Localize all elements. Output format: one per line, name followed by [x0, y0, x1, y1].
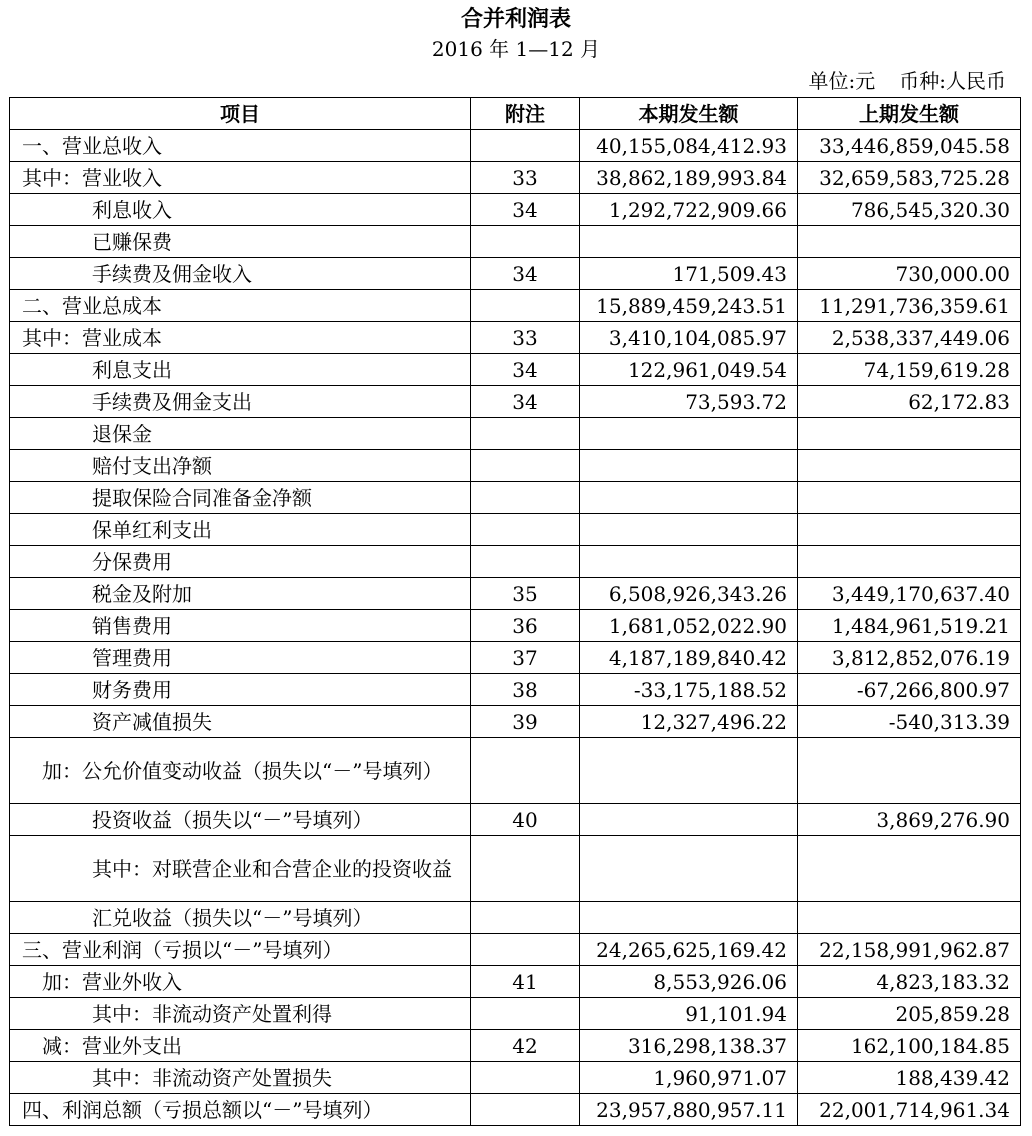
row-current-amount: 4,187,189,840.42 — [580, 642, 798, 674]
row-item-label: 其中：对联营企业和合营企业的投资收益 — [10, 836, 471, 902]
row-prior-amount: 1,484,961,519.21 — [798, 610, 1021, 642]
row-item-label: 其中：非流动资产处置利得 — [10, 998, 471, 1030]
statement-title: 合并利润表 — [460, 6, 571, 32]
table-row — [10, 674, 1021, 706]
row-note: 33 — [471, 162, 580, 194]
table-body — [10, 130, 1021, 1126]
row-item-label: 其中：营业成本 — [10, 322, 471, 354]
row-item-label: 利息收入 — [10, 194, 471, 226]
unit-label: 单位:元 — [808, 69, 876, 93]
row-current-amount: 15,889,459,243.51 — [580, 290, 798, 322]
row-prior-amount: 162,100,184.85 — [798, 1030, 1021, 1062]
column-header-prior-period: 上期发生额 — [798, 98, 1021, 130]
statement-period: 2016 年 1—12 月 — [431, 37, 601, 61]
row-prior-amount — [798, 226, 1021, 258]
row-current-amount: 40,155,084,412.93 — [580, 130, 798, 162]
table-row — [10, 194, 1021, 226]
row-prior-amount: -67,266,800.97 — [798, 674, 1021, 706]
row-item-label: 其中：营业收入 — [10, 162, 471, 194]
row-note — [471, 226, 580, 258]
row-current-amount: 171,509.43 — [580, 258, 798, 290]
row-item-label: 加：营业外收入 — [10, 966, 471, 998]
table-row — [10, 418, 1021, 450]
row-note — [471, 836, 580, 902]
row-note: 34 — [471, 386, 580, 418]
row-prior-amount — [798, 418, 1021, 450]
row-note — [471, 1094, 580, 1126]
row-note: 34 — [471, 258, 580, 290]
table-row — [10, 578, 1021, 610]
table-row — [10, 130, 1021, 162]
row-item-label: 分保费用 — [10, 546, 471, 578]
row-note: 37 — [471, 642, 580, 674]
income-statement-table — [9, 97, 1021, 1126]
row-current-amount: 12,327,496.22 — [580, 706, 798, 738]
row-item-label: 管理费用 — [10, 642, 471, 674]
row-note: 34 — [471, 354, 580, 386]
table-row — [10, 804, 1021, 836]
table-row — [10, 998, 1021, 1030]
row-item-label: 减：营业外支出 — [10, 1030, 471, 1062]
row-item-label: 保单红利支出 — [10, 514, 471, 546]
row-prior-amount: -540,313.39 — [798, 706, 1021, 738]
row-prior-amount: 33,446,859,045.58 — [798, 130, 1021, 162]
table-row — [10, 162, 1021, 194]
row-note — [471, 130, 580, 162]
row-note — [471, 450, 580, 482]
row-item-label: 提取保险合同准备金净额 — [10, 482, 471, 514]
row-prior-amount: 2,538,337,449.06 — [798, 322, 1021, 354]
row-current-amount: 1,960,971.07 — [580, 1062, 798, 1094]
row-item-label: 利息支出 — [10, 354, 471, 386]
row-prior-amount — [798, 836, 1021, 902]
row-current-amount — [580, 738, 798, 804]
row-note — [471, 546, 580, 578]
row-prior-amount: 3,449,170,637.40 — [798, 578, 1021, 610]
row-current-amount: 316,298,138.37 — [580, 1030, 798, 1062]
row-note: 36 — [471, 610, 580, 642]
row-current-amount: 38,862,189,993.84 — [580, 162, 798, 194]
row-note: 33 — [471, 322, 580, 354]
row-current-amount — [580, 482, 798, 514]
row-prior-amount: 3,869,276.90 — [798, 804, 1021, 836]
row-prior-amount: 62,172.83 — [798, 386, 1021, 418]
row-current-amount — [580, 226, 798, 258]
row-item-label: 手续费及佣金收入 — [10, 258, 471, 290]
table-row — [10, 1030, 1021, 1062]
row-current-amount: 91,101.94 — [580, 998, 798, 1030]
table-row — [10, 226, 1021, 258]
row-current-amount — [580, 450, 798, 482]
row-current-amount: 6,508,926,343.26 — [580, 578, 798, 610]
table-row — [10, 1094, 1021, 1126]
row-prior-amount: 22,001,714,961.34 — [798, 1094, 1021, 1126]
row-prior-amount: 32,659,583,725.28 — [798, 162, 1021, 194]
row-prior-amount — [798, 482, 1021, 514]
table-row — [10, 642, 1021, 674]
row-current-amount: 73,593.72 — [580, 386, 798, 418]
unit-currency-line — [809, 66, 1007, 96]
row-item-label: 三、营业利润（亏损以“－”号填列） — [10, 934, 471, 966]
table-row — [10, 546, 1021, 578]
row-prior-amount — [798, 450, 1021, 482]
table-row — [10, 836, 1021, 902]
row-item-label: 四、利润总额（亏损总额以“－”号填列） — [10, 1094, 471, 1126]
row-item-label: 销售费用 — [10, 610, 471, 642]
table-row — [10, 514, 1021, 546]
row-note — [471, 738, 580, 804]
table-row — [10, 354, 1021, 386]
currency-label: 币种:人民币 — [899, 69, 1006, 93]
row-prior-amount: 730,000.00 — [798, 258, 1021, 290]
row-current-amount: 24,265,625,169.42 — [580, 934, 798, 966]
row-current-amount: 8,553,926.06 — [580, 966, 798, 998]
row-note — [471, 290, 580, 322]
row-note — [471, 902, 580, 934]
row-note — [471, 418, 580, 450]
row-prior-amount: 3,812,852,076.19 — [798, 642, 1021, 674]
row-prior-amount — [798, 514, 1021, 546]
row-note — [471, 998, 580, 1030]
row-item-label: 投资收益（损失以“－”号填列） — [10, 804, 471, 836]
row-current-amount: -33,175,188.52 — [580, 674, 798, 706]
row-item-label: 已赚保费 — [10, 226, 471, 258]
row-item-label: 其中：非流动资产处置损失 — [10, 1062, 471, 1094]
row-item-label: 一、营业总收入 — [10, 130, 471, 162]
row-prior-amount: 205,859.28 — [798, 998, 1021, 1030]
row-note — [471, 514, 580, 546]
row-note: 35 — [471, 578, 580, 610]
table-row — [10, 738, 1021, 804]
row-current-amount: 23,957,880,957.11 — [580, 1094, 798, 1126]
row-prior-amount — [798, 546, 1021, 578]
row-item-label: 手续费及佣金支出 — [10, 386, 471, 418]
row-note: 42 — [471, 1030, 580, 1062]
row-item-label: 二、营业总成本 — [10, 290, 471, 322]
row-note: 34 — [471, 194, 580, 226]
row-current-amount: 122,961,049.54 — [580, 354, 798, 386]
row-item-label: 税金及附加 — [10, 578, 471, 610]
table-row — [10, 258, 1021, 290]
row-current-amount — [580, 836, 798, 902]
row-item-label: 退保金 — [10, 418, 471, 450]
table-header-row — [10, 98, 1021, 130]
row-current-amount — [580, 804, 798, 836]
row-prior-amount: 188,439.42 — [798, 1062, 1021, 1094]
row-note — [471, 482, 580, 514]
row-item-label: 赔付支出净额 — [10, 450, 471, 482]
row-current-amount — [580, 902, 798, 934]
row-item-label: 加：公允价值变动收益（损失以“－”号填列） — [10, 738, 471, 804]
row-prior-amount — [798, 738, 1021, 804]
table-row — [10, 482, 1021, 514]
table-row — [10, 966, 1021, 998]
row-current-amount — [580, 546, 798, 578]
row-current-amount: 1,292,722,909.66 — [580, 194, 798, 226]
row-item-label: 财务费用 — [10, 674, 471, 706]
row-prior-amount: 786,545,320.30 — [798, 194, 1021, 226]
table-row — [10, 934, 1021, 966]
table-row — [10, 610, 1021, 642]
column-header-current-period: 本期发生额 — [580, 98, 798, 130]
row-note: 38 — [471, 674, 580, 706]
row-prior-amount: 74,159,619.28 — [798, 354, 1021, 386]
table-row — [10, 386, 1021, 418]
row-item-label: 资产减值损失 — [10, 706, 471, 738]
row-prior-amount: 22,158,991,962.87 — [798, 934, 1021, 966]
row-current-amount — [580, 418, 798, 450]
row-prior-amount — [798, 902, 1021, 934]
row-prior-amount: 4,823,183.32 — [798, 966, 1021, 998]
row-prior-amount: 11,291,736,359.61 — [798, 290, 1021, 322]
table-row — [10, 902, 1021, 934]
row-note — [471, 934, 580, 966]
row-current-amount: 1,681,052,022.90 — [580, 610, 798, 642]
table-row — [10, 290, 1021, 322]
row-note: 39 — [471, 706, 580, 738]
column-header-item: 项目 — [10, 98, 471, 130]
table-row — [10, 322, 1021, 354]
row-note: 40 — [471, 804, 580, 836]
column-header-note: 附注 — [471, 98, 580, 130]
table-row — [10, 706, 1021, 738]
table-row — [10, 1062, 1021, 1094]
row-current-amount: 3,410,104,085.97 — [580, 322, 798, 354]
table-row — [10, 450, 1021, 482]
row-note: 41 — [471, 966, 580, 998]
row-item-label: 汇兑收益（损失以“－”号填列） — [10, 902, 471, 934]
row-current-amount — [580, 514, 798, 546]
row-note — [471, 1062, 580, 1094]
